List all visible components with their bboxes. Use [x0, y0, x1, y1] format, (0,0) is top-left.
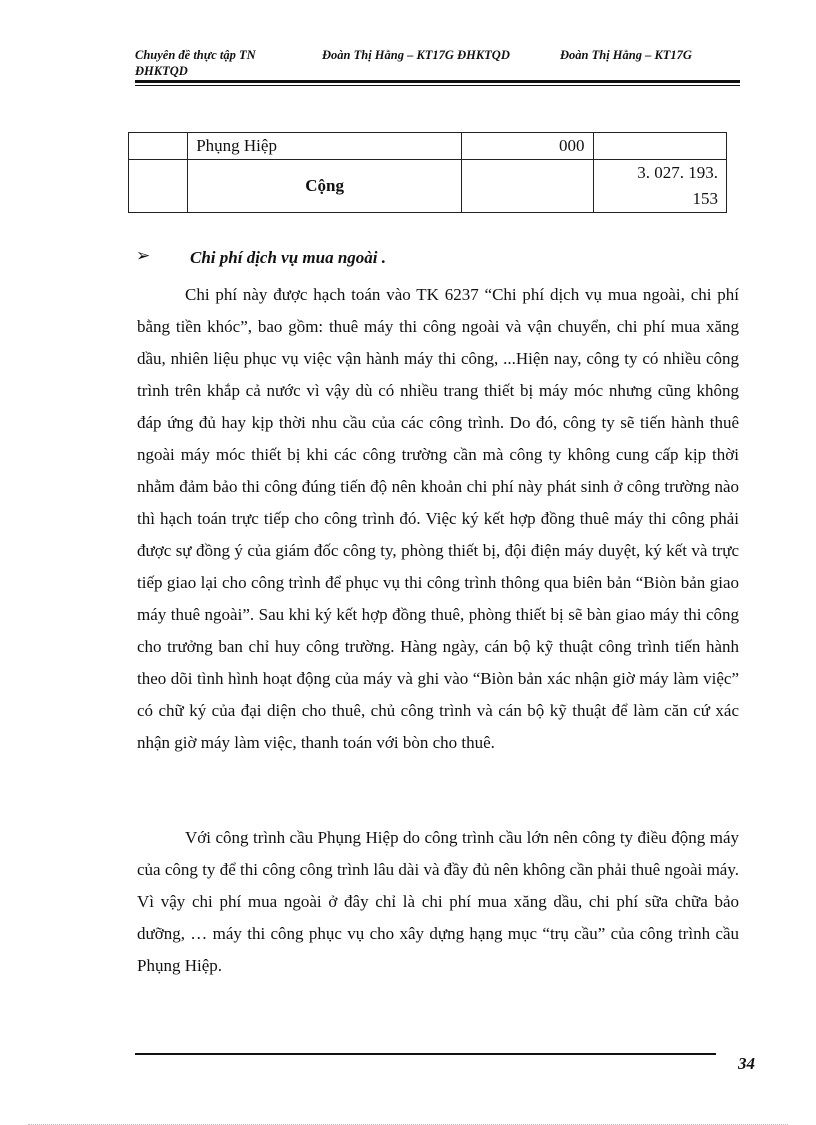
header-left: Chuyên đề thực tập TN ĐHKTQD: [135, 48, 256, 78]
footer-rule: [135, 1053, 716, 1055]
total-value-line1: 3. 027. 193.: [637, 163, 718, 182]
arrow-bullet-icon: ➢: [136, 246, 151, 265]
table-row-total: [129, 160, 727, 213]
table-cell: [593, 133, 726, 160]
table-cell-project: Phụng Hiệp: [188, 133, 462, 160]
total-value: [593, 160, 726, 213]
cost-table: [128, 132, 727, 213]
body-paragraph: Chi phí này được hạch toán vào TK 6237 “Chi phí dịch vụ mua ngoài, chi phí bằng tiền khóc”, bao gồm: thuê máy thi công ngoài và vận chuyển, chi phí mua xăng dầu, nhiên liệu phục vụ việc vận hành máy thi công, ...Hiện nay, công ty có nhiều công trình trên khắp cả nước vì vậy dù có nhiều trang thiết bị máy móc nhưng cũng không đáp ứng đủ hay kịp thời nhu cầu của các công trình. Do đó, công ty sẽ tiến hành thuê ngoài máy móc thiết bị khi các công trường cần mà công ty không cung cấp kịp thời nhằm đảm bảo thi công đúng tiến độ nên khoản chi phí này phát sinh ở công trường nào thì hạch toán trực tiếp cho công trình đó. Việc ký kết hợp đồng thuê máy thi công phải được sự đồng ý của giám đốc công ty, phòng thiết bị, đội điện máy duyệt, ký kết và trực tiếp giao lại cho công trình để phục vụ thi công trình thông qua biên bản “Biòn bản giao máy thuê ngoài”. Sau khi ký kết hợp đồng thuê, phòng thiết bị sẽ bàn giao máy thi công cho trưởng ban chỉ huy công trường. Hàng ngày, cán bộ kỹ thuật công trình tiến hành theo dõi tình hình hoạt động của máy và ghi vào “Biòn bản xác nhận giờ máy làm việc” có chữ ký của đại diện cho thuê, chủ công trình và cán bộ kỹ thuật để làm căn cứ xác nhận giờ máy làm việc, thanh toán với bòn cho thuê.: [137, 285, 739, 752]
page-number: 34: [738, 1054, 755, 1073]
header-middle: Đoàn Thị Hằng – KT17G ĐHKTQD: [322, 48, 510, 62]
table-cell: [462, 160, 593, 213]
table-row: [129, 133, 727, 160]
total-label: Cộng: [188, 160, 462, 213]
total-value-line2: 153: [692, 189, 718, 208]
table-cell-amount: 000: [462, 133, 593, 160]
table-cell: [129, 133, 188, 160]
table-cell: [129, 160, 188, 213]
section-title: Chi phí dịch vụ mua ngoài .: [190, 248, 387, 267]
body-paragraph: Với công trình cầu Phụng Hiệp do công trình cầu lớn nên công ty điều động máy của công ty để thi công công trình lâu dài và đầy đủ nên không cần phải thuê ngoài máy. Vì vậy chi phí mua ngoài ở đây chỉ là chi phí mua xăng dầu, chi phí sữa chữa bảo dưỡng, … máy thi công phục vụ cho xây dựng hạng mục “trụ cầu” của công trình cầu Phụng Hiệp.: [137, 828, 739, 975]
header-right: Đoàn Thị Hằng – KT17G: [560, 48, 692, 62]
header-rule-thick: [135, 80, 740, 83]
header-rule-thin: [135, 85, 740, 86]
